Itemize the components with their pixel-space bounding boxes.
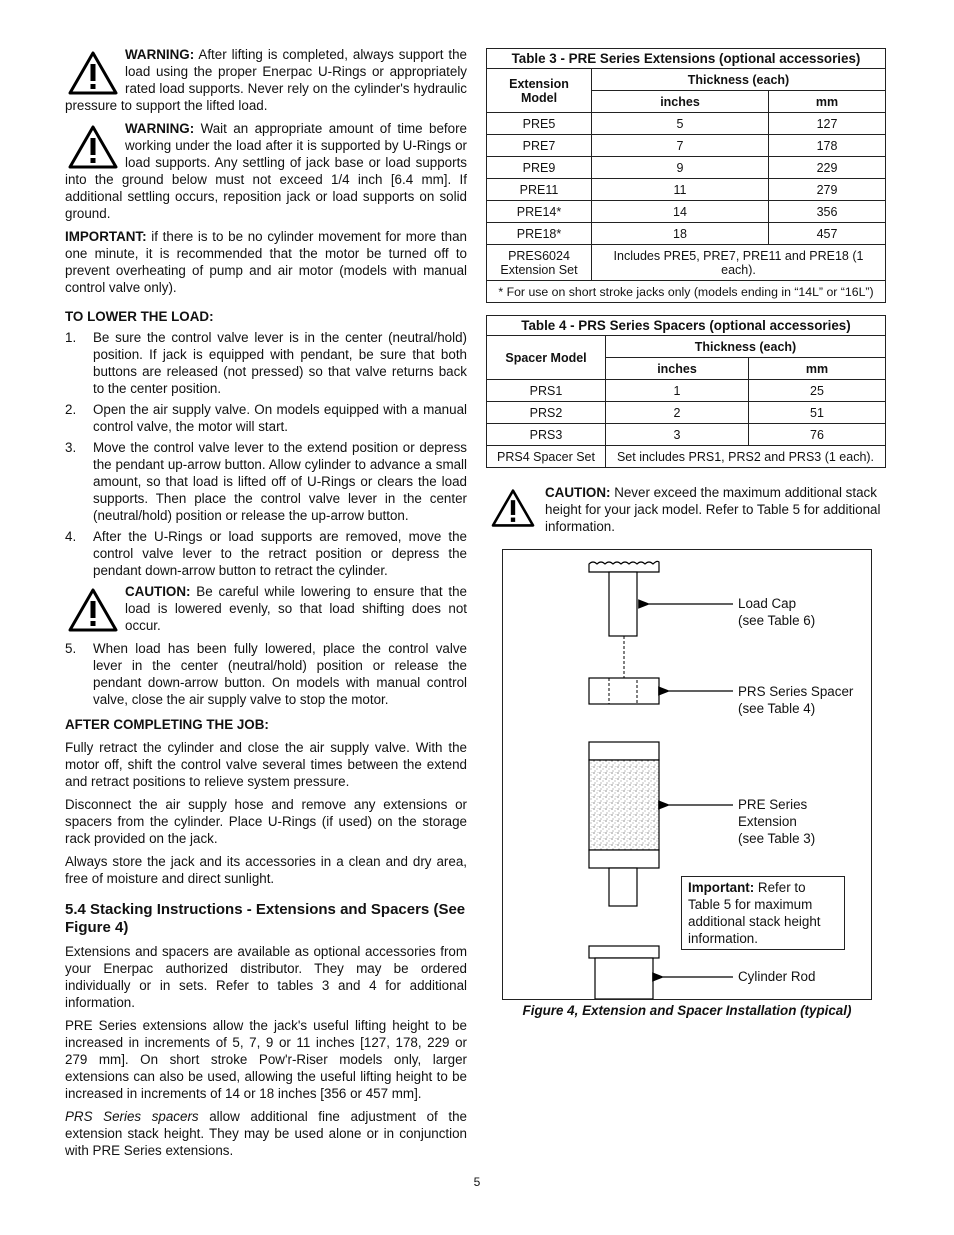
label-prs-spacer: PRS Series Spacer (see Table 4) [738, 684, 854, 716]
after-paragraph-3: Always store the jack and its accessories in a clean and dry area, free of moisture and direct sunlight. [65, 854, 467, 886]
caution-triangle-icon [67, 587, 119, 633]
section-paragraph-2: PRE Series extensions allow the jack's useful lifting height to be increased in increments of 5, 7, 9 or 11 inches [127, 178, 229 or 279 mm]. On short stroke Pow'r-Riser models only, larger extensions can also be used, allowing the useful lifting height to be increased in increments of 14 or 18 inches [356 or 457 mm]. [65, 1018, 467, 1101]
right-column [486, 48, 886, 535]
column-header: Thickness (each) [606, 336, 886, 358]
pre-extension [589, 742, 659, 906]
table-4-title: Table 4 - PRS Series Spacers (optional accessories) [486, 315, 886, 335]
page-number: 5 [473, 1175, 481, 1189]
figure-4 [502, 549, 872, 1000]
table-3-title: Table 3 - PRE Series Extensions (optional accessories) [486, 48, 886, 68]
caution-text: Be careful while lowering to ensure that the load is lowered evenly, so that load shifting does not occur. [125, 584, 467, 633]
important-note [65, 228, 467, 296]
table-4 [486, 315, 886, 468]
warning-text: Wait an appropriate amount of time before working under the load after it is supported by U-Rings or load supports. Any settling of jack base or load supports into the ground below must not exceed 1/4 inch [6.4 mm]. If additional settling occurs, reposition jack or load supports on solid ground. [65, 121, 467, 221]
list-item: 3. Move the control valve lever to the extend position or depress the pendant up-arrow button. Allow cylinder to advance a small amount, so that load is lifted off of U-Rings or clears the load supports. Then place the control valve lever in the center (neutral/hold) position or release the up-arrow button. [65, 440, 467, 523]
important-box: Important: Refer to Table 5 for maximum additional stack height information. [681, 876, 845, 950]
after-paragraph-1: Fully retract the cylinder and close the air supply valve. With the motor off, shift the control valve several times between the extend and retract positions to relieve system pressure. [65, 740, 467, 789]
table-row: PRS2 2 51 [487, 402, 886, 424]
caution-block-right [486, 484, 886, 535]
caution-text: Never exceed the maximum additional stack height for your jack model. Refer to Table 5 for additional information. [545, 485, 881, 534]
list-item: 4. After the U-Rings or load supports are removed, move the control valve lever to the retract position or depress the pendant down-arrow button to retract the cylinder. [65, 529, 467, 578]
column-header: mm [769, 91, 886, 113]
table-row: PRE11 11 279 [487, 179, 886, 201]
section-paragraph-3: PRS Series spacers allow additional fine adjustment of the extension stack height. They may be used alone or in conjunction with PRE Series extensions. [65, 1109, 467, 1158]
label-load-cap: Load Cap (see Table 6) [738, 596, 816, 628]
list-item: 2. Open the air supply valve. On models equipped with a manual control valve, the motor will start. [65, 402, 467, 434]
lower-load-step-5 [65, 640, 467, 708]
section-title: 5.4 Stacking Instructions - Extensions and Spacers (See Figure 4) [65, 901, 466, 936]
table-row: PRS4 Spacer Set Set includes PRS1, PRS2 and PRS3 (1 each). [487, 446, 886, 468]
table-row: PRE14* 14 356 [487, 201, 886, 223]
after-job-heading: AFTER COMPLETING THE JOB: [65, 717, 269, 732]
column-header: Spacer Model [487, 336, 606, 380]
column-header: inches [606, 358, 749, 380]
label-pre-extension: PRE Series Extension (see Table 3) [738, 797, 816, 846]
table-3 [486, 48, 886, 303]
lower-load-steps [65, 329, 467, 579]
list-item: 5. When load has been fully lowered, place the control valve lever in the center (neutral/hold) position or release the pendant down-arrow button. On models with manual control valve, close the air supply valve to stop the motor. [65, 641, 467, 707]
caution-block [65, 583, 467, 634]
warning-triangle-icon [67, 124, 119, 170]
section-paragraph-1: Extensions and spacers are available as optional accessories from your Enerpac authorized distributor. They may be ordered individually or in sets. Refer to tables 3 and 4 for additional information. [65, 944, 467, 1010]
table-row: PRE7 7 178 [487, 135, 886, 157]
load-cap [589, 561, 659, 636]
cylinder-rod [589, 946, 659, 999]
table-row: PRE18* 18 457 [487, 223, 886, 245]
table-footnote: * For use on short stroke jacks only (models ending in “14L” or “16L”) [487, 281, 886, 303]
important-text: if there is to be no cylinder movement for more than one minute, it is recommended that the motor be turned off to prevent overheating of pump and air motor (models with manual control valve only). [65, 229, 467, 295]
column-header: Thickness (each) [592, 69, 886, 91]
table-row: PRES6024 Extension Set Includes PRE5, PRE7, PRE11 and PRE18 (1 each). [487, 245, 886, 281]
left-column [65, 46, 467, 1165]
lower-load-heading: TO LOWER THE LOAD: [65, 309, 214, 324]
warning-label: WARNING: [125, 121, 195, 136]
table-row: PRS1 1 25 [487, 380, 886, 402]
caution-triangle-icon [490, 488, 536, 528]
caution-label: CAUTION: [545, 485, 611, 500]
warning-text: After lifting is completed, always support the load using the proper Enerpac U-Rings or appropriately rated load supports. Never rely on the cylinder's hydraulic pressure to support the lifted load. [65, 47, 467, 113]
warning-label: WARNING: [125, 47, 195, 62]
table-row: PRE9 9 229 [487, 157, 886, 179]
important-label: IMPORTANT: [65, 229, 147, 244]
table-row: PRS3 3 76 [487, 424, 886, 446]
prs-spacer [589, 678, 659, 704]
caution-label: CAUTION: [125, 584, 191, 599]
warning-triangle-icon [67, 50, 119, 96]
table-row: PRE5 5 127 [487, 113, 886, 135]
column-header: mm [749, 358, 886, 380]
list-item: 1. Be sure the control valve lever is in the center (neutral/hold) position. If jack is equipped with pendant, be sure that both buttons are released (not pressed) so that valve returns back to the center position. [65, 330, 467, 396]
label-cylinder-rod: Cylinder Rod [738, 969, 816, 984]
column-header: Extension Model [487, 69, 592, 113]
column-header: inches [592, 91, 769, 113]
after-paragraph-2: Disconnect the air supply hose and remove any extensions or spacers from the cylinder. Place U-Rings (if used) on the storage rack provided on the jack. [65, 797, 467, 846]
warning-block-1 [65, 46, 467, 114]
figure-caption: Figure 4, Extension and Spacer Installation (typical) [522, 1003, 852, 1018]
warning-block-2 [65, 120, 467, 222]
